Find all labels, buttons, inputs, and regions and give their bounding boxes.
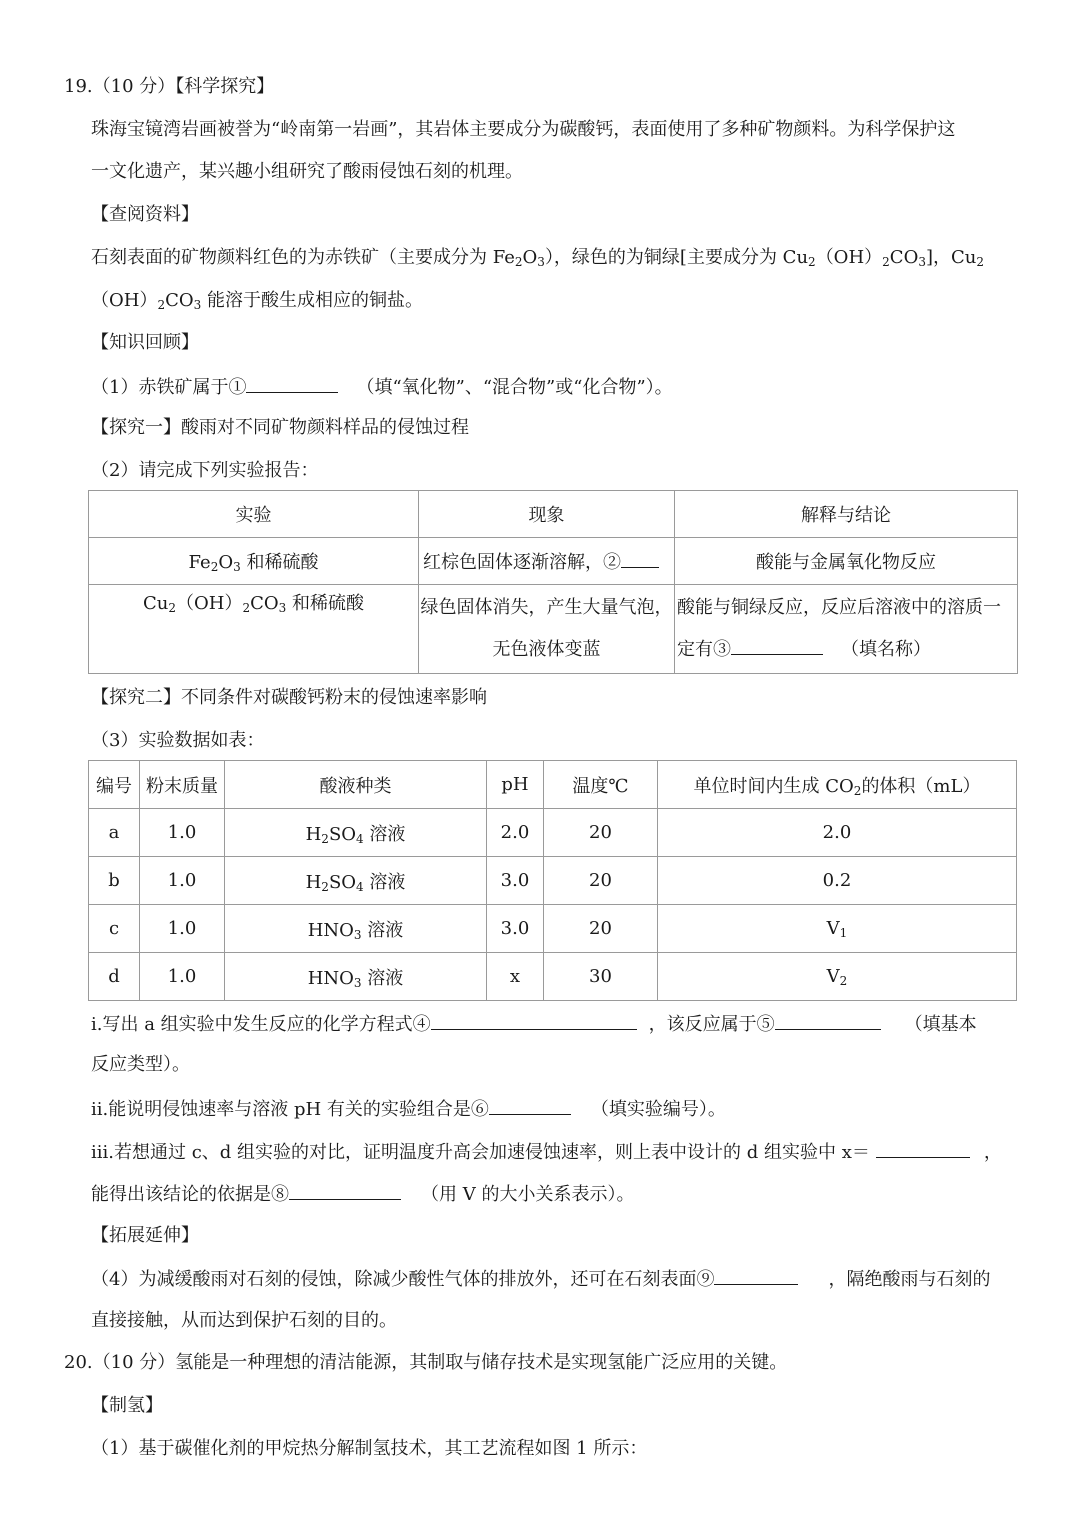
row-a-id: a — [89, 809, 140, 857]
table1-row2-experiment: $Cu_2(OH)_2CO_3$ 和稀硫酸 — [89, 585, 419, 674]
table2-header-mass: 粉末质量 — [140, 761, 225, 809]
row-d-ph: x — [487, 953, 544, 1001]
answer-blank-2[interactable] — [621, 549, 659, 568]
table2-header-id: 编号 — [89, 761, 140, 809]
table-row — [89, 857, 1017, 905]
row-b-volume: 0.2 — [658, 857, 1017, 905]
conclusion-line2: 定有③ （填名称） — [677, 629, 1017, 671]
row-c-mass: 1.0 — [140, 905, 225, 953]
table2-header-acid: 酸液种类 — [225, 761, 487, 809]
row-d-temp: 30 — [544, 953, 658, 1001]
table2-header-volume: 单位时间内生成 $CO_2$的体积（mL） — [658, 761, 1017, 809]
answer-blank-1[interactable] — [246, 374, 338, 393]
row-a-ph: 2.0 — [487, 809, 544, 857]
row-b-id: b — [89, 857, 140, 905]
table-row — [89, 809, 1017, 857]
row-b-ph: 3.0 — [487, 857, 544, 905]
section-explore1-heading: 【探究一】酸雨对不同矿物颜料样品的侵蚀过程 — [91, 417, 469, 438]
q19-intro-line2: 一文化遗产，某兴趣小组研究了酸雨侵蚀石刻的机理。 — [91, 161, 523, 182]
question-1: （1）赤铁矿属于① （填“氧化物”、“混合物”或“化合物”）。 — [91, 374, 673, 400]
answer-blank-7[interactable] — [876, 1139, 970, 1158]
row-a-acid: $H_2SO_4$ 溶液 — [225, 809, 487, 857]
data-paragraph-line2: $(OH)_2CO_3$ 能溶于酸生成相应的铜盐。 — [91, 290, 424, 312]
row-a-temp: 20 — [544, 809, 658, 857]
table1-row2-conclusion — [675, 585, 1018, 674]
row-d-acid: $HNO_3$ 溶液 — [225, 953, 487, 1001]
question-3-iii-cont: 能得出该结论的依据是⑧ （用 V 的大小关系表示）。 — [91, 1181, 634, 1207]
answer-blank-4[interactable] — [431, 1011, 637, 1030]
table2-header-temp: 温度℃ — [544, 761, 658, 809]
section-data-heading: 【查阅资料】 — [91, 204, 199, 225]
row-b-mass: 1.0 — [140, 857, 225, 905]
row-b-temp: 20 — [544, 857, 658, 905]
q20-question-1: （1）基于碳催化剂的甲烷热分解制氢技术，其工艺流程如图 1 所示： — [91, 1438, 648, 1459]
data-paragraph-line1: 石刻表面的矿物颜料红色的为赤铁矿（主要成分为 $Fe_2O_3$），绿色的为铜绿[主要成分为 $Cu_2(OH)_2CO_3$]，$Cu_2$ — [91, 247, 984, 269]
table-row — [89, 953, 1017, 1001]
question-2: （2）请完成下列实验报告： — [91, 460, 319, 481]
table1-row1-conclusion: 酸能与金属氧化物反应 — [675, 538, 1018, 585]
row-d-mass: 1.0 — [140, 953, 225, 1001]
row-c-id: c — [89, 905, 140, 953]
section-explore2-heading: 【探究二】不同条件对碳酸钙粉末的侵蚀速率影响 — [91, 687, 487, 708]
row-c-ph: 3.0 — [487, 905, 544, 953]
section-hydrogen-production-heading: 【制氢】 — [91, 1395, 163, 1416]
question-3-i: ⅰ.写出 a 组实验中发生反应的化学方程式④ ，该反应属于⑤ （填基本 — [91, 1011, 977, 1037]
row-c-volume: $V_1$ — [658, 905, 1017, 953]
row-c-temp: 20 — [544, 905, 658, 953]
table1-row2-phenomenon — [419, 585, 675, 674]
answer-blank-5[interactable] — [775, 1011, 881, 1030]
section-extension-heading: 【拓展延伸】 — [91, 1225, 199, 1246]
question-4: （4）为减缓酸雨对石刻的侵蚀，除减少酸性气体的排放外，还可在石刻表面⑨ ，隔绝酸雨与石刻的 — [91, 1266, 990, 1292]
phenomenon-line1: 绿色固体消失，产生大量气泡， — [420, 597, 673, 618]
table2-header-ph: pH — [487, 761, 544, 809]
experiment-data-table — [88, 760, 1017, 1001]
answer-blank-9[interactable] — [714, 1266, 798, 1285]
q19-intro-line1: 珠海宝镜湾岩画被誉为“岭南第一岩画”，其岩体主要成分为碳酸钙，表面使用了多种矿物颜料。为科学保护这 — [91, 119, 956, 140]
table1-header-conclusion: 解释与结论 — [675, 491, 1018, 538]
table-row — [89, 905, 1017, 953]
experiment-report-table — [88, 490, 1018, 674]
table1-row1-experiment: $Fe_2O_3$ 和稀硫酸 — [89, 538, 419, 585]
table1-header-experiment: 实验 — [89, 491, 419, 538]
answer-blank-6[interactable] — [489, 1096, 571, 1115]
section-review-heading: 【知识回顾】 — [91, 332, 199, 353]
q19-header: 19.（10 分）【科学探究】 — [64, 76, 275, 97]
question-3: （3）实验数据如表： — [91, 730, 265, 751]
table1-header-phenomenon: 现象 — [419, 491, 675, 538]
row-b-acid: $H_2SO_4$ 溶液 — [225, 857, 487, 905]
row-a-volume: 2.0 — [658, 809, 1017, 857]
answer-blank-8[interactable] — [289, 1181, 401, 1200]
row-a-mass: 1.0 — [140, 809, 225, 857]
question-4-cont: 直接接触，从而达到保护石刻的目的。 — [91, 1310, 397, 1331]
row-d-id: d — [89, 953, 140, 1001]
answer-blank-3[interactable] — [731, 636, 823, 655]
question-3-iii: ⅲ.若想通过 c、d 组实验的对比，证明温度升高会加速侵蚀速率，则上表中设计的 d 组实验中 x＝ ， — [91, 1139, 1002, 1165]
row-c-acid: $HNO_3$ 溶液 — [225, 905, 487, 953]
phenomenon-line2: 无色液体变蓝 — [492, 639, 601, 660]
question-3-ii: ⅱ.能说明侵蚀速率与溶液 pH 有关的实验组合是⑥ （填实验编号）。 — [91, 1096, 726, 1122]
q20-header: 20.（10 分）氢能是一种理想的清洁能源，其制取与储存技术是实现氢能广泛应用的关键。 — [64, 1352, 788, 1373]
table1-row1-phenomenon: 红棕色固体逐渐溶解，② — [419, 538, 675, 585]
conclusion-line1: 酸能与铜绿反应，反应后溶液中的溶质一 — [677, 597, 1001, 618]
row-d-volume: $V_2$ — [658, 953, 1017, 1001]
question-3-i-cont: 反应类型）。 — [91, 1054, 190, 1075]
